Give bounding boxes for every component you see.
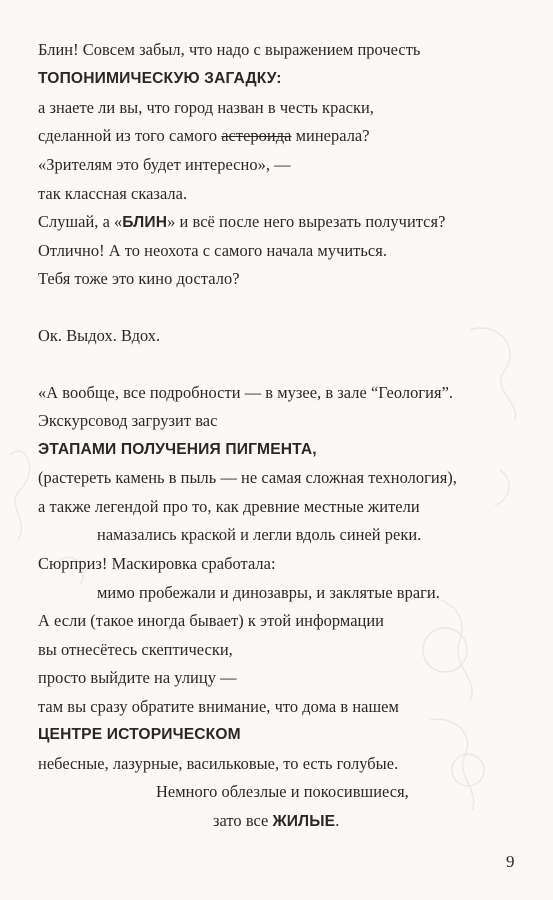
text-segment: Немного облезлые и покосившиеся, [156, 782, 409, 801]
text-segment: Тебя тоже это кино достало? [38, 269, 240, 288]
text-line-11 [38, 382, 453, 404]
text-segment: Сюрприз! Маскировка сработала: [38, 554, 276, 573]
text-segment: а знаете ли вы, что город назван в честь краски, [38, 98, 374, 117]
text-segment: Отлично! А то неохота с самого начала мучиться. [38, 241, 387, 260]
text-segment: мимо пробежали и динозавры, и заклятые враги. [97, 583, 440, 602]
text-segment: . [335, 811, 340, 830]
text-line-5 [38, 154, 291, 176]
text-line-1 [38, 39, 420, 61]
text-segment: небесные, лазурные, васильковые, то есть голубые. [38, 754, 399, 773]
text-line-22 [38, 696, 399, 718]
text-line-21 [38, 667, 237, 689]
text-segment: там вы сразу обратите внимание, что дома в нашем [38, 697, 399, 716]
text-segment: «Зрителям это будет интересно», — [38, 155, 291, 174]
bold-caps-text: ЦЕНТРЕ ИСТОРИЧЕСКОМ [38, 726, 241, 743]
text-segment: Ок. Выдох. Вдох. [38, 326, 161, 345]
text-segment: » и всё после него вырезать получится? [167, 212, 446, 231]
text-line-18-indented [97, 582, 440, 604]
text-line-8 [38, 240, 387, 262]
text-segment: (растереть камень в пыль — не самая сложная технология), [38, 468, 457, 487]
text-segment: просто выйдите на улицу — [38, 668, 237, 687]
text-segment: минерала? [291, 126, 370, 145]
text-line-15 [38, 496, 420, 518]
text-line-26-indented [213, 810, 339, 833]
text-line-3 [38, 97, 374, 119]
text-line-7 [38, 211, 445, 234]
text-line-16-indented [97, 524, 421, 546]
text-segment: «А вообще, все подробности — в музее, в зале “Геология”. [38, 383, 454, 402]
text-segment: зато все [213, 811, 273, 830]
text-line-14 [38, 467, 457, 489]
text-line-4 [38, 125, 370, 147]
text-line-23-heading [38, 724, 241, 746]
text-segment: так классная сказала. [38, 184, 188, 203]
text-segment: вы отнесётесь скептически, [38, 640, 233, 659]
text-line-10 [38, 325, 160, 347]
text-line-9 [38, 268, 240, 290]
text-segment: намазались краской и легли вдоль синей реки. [97, 525, 422, 544]
text-line-20 [38, 639, 233, 661]
text-line-12 [38, 410, 217, 432]
text-line-25-indented [156, 781, 409, 803]
text-segment: Экскурсовод загрузит вас [38, 411, 218, 430]
text-line-19 [38, 610, 384, 632]
text-line-24 [38, 753, 398, 775]
text-segment: Слушай, а « [38, 212, 123, 231]
bold-caps-text: ЭТАПАМИ ПОЛУЧЕНИЯ ПИГМЕНТА, [38, 441, 317, 458]
page-number: 9 [506, 852, 515, 871]
text-line-13-heading [38, 439, 317, 461]
text-segment: Блин! Совсем забыл, что надо с выражением прочесть [38, 40, 421, 59]
strikethrough-word: астероида [221, 126, 292, 145]
bold-caps-text: ЖИЛЫЕ [272, 813, 336, 830]
text-segment: А если (такое иногда бывает) к этой информации [38, 611, 384, 630]
bold-caps-text: ТОПОНИМИЧЕСКУЮ ЗАГАДКУ: [38, 70, 282, 87]
text-segment: а также легендой про то, как древние местные жители [38, 497, 420, 516]
text-line-6 [38, 183, 187, 205]
text-line-2-heading [38, 68, 282, 90]
bold-caps-text: БЛИН [122, 214, 168, 231]
text-segment: сделанной из того самого [38, 126, 222, 145]
text-line-17 [38, 553, 276, 575]
